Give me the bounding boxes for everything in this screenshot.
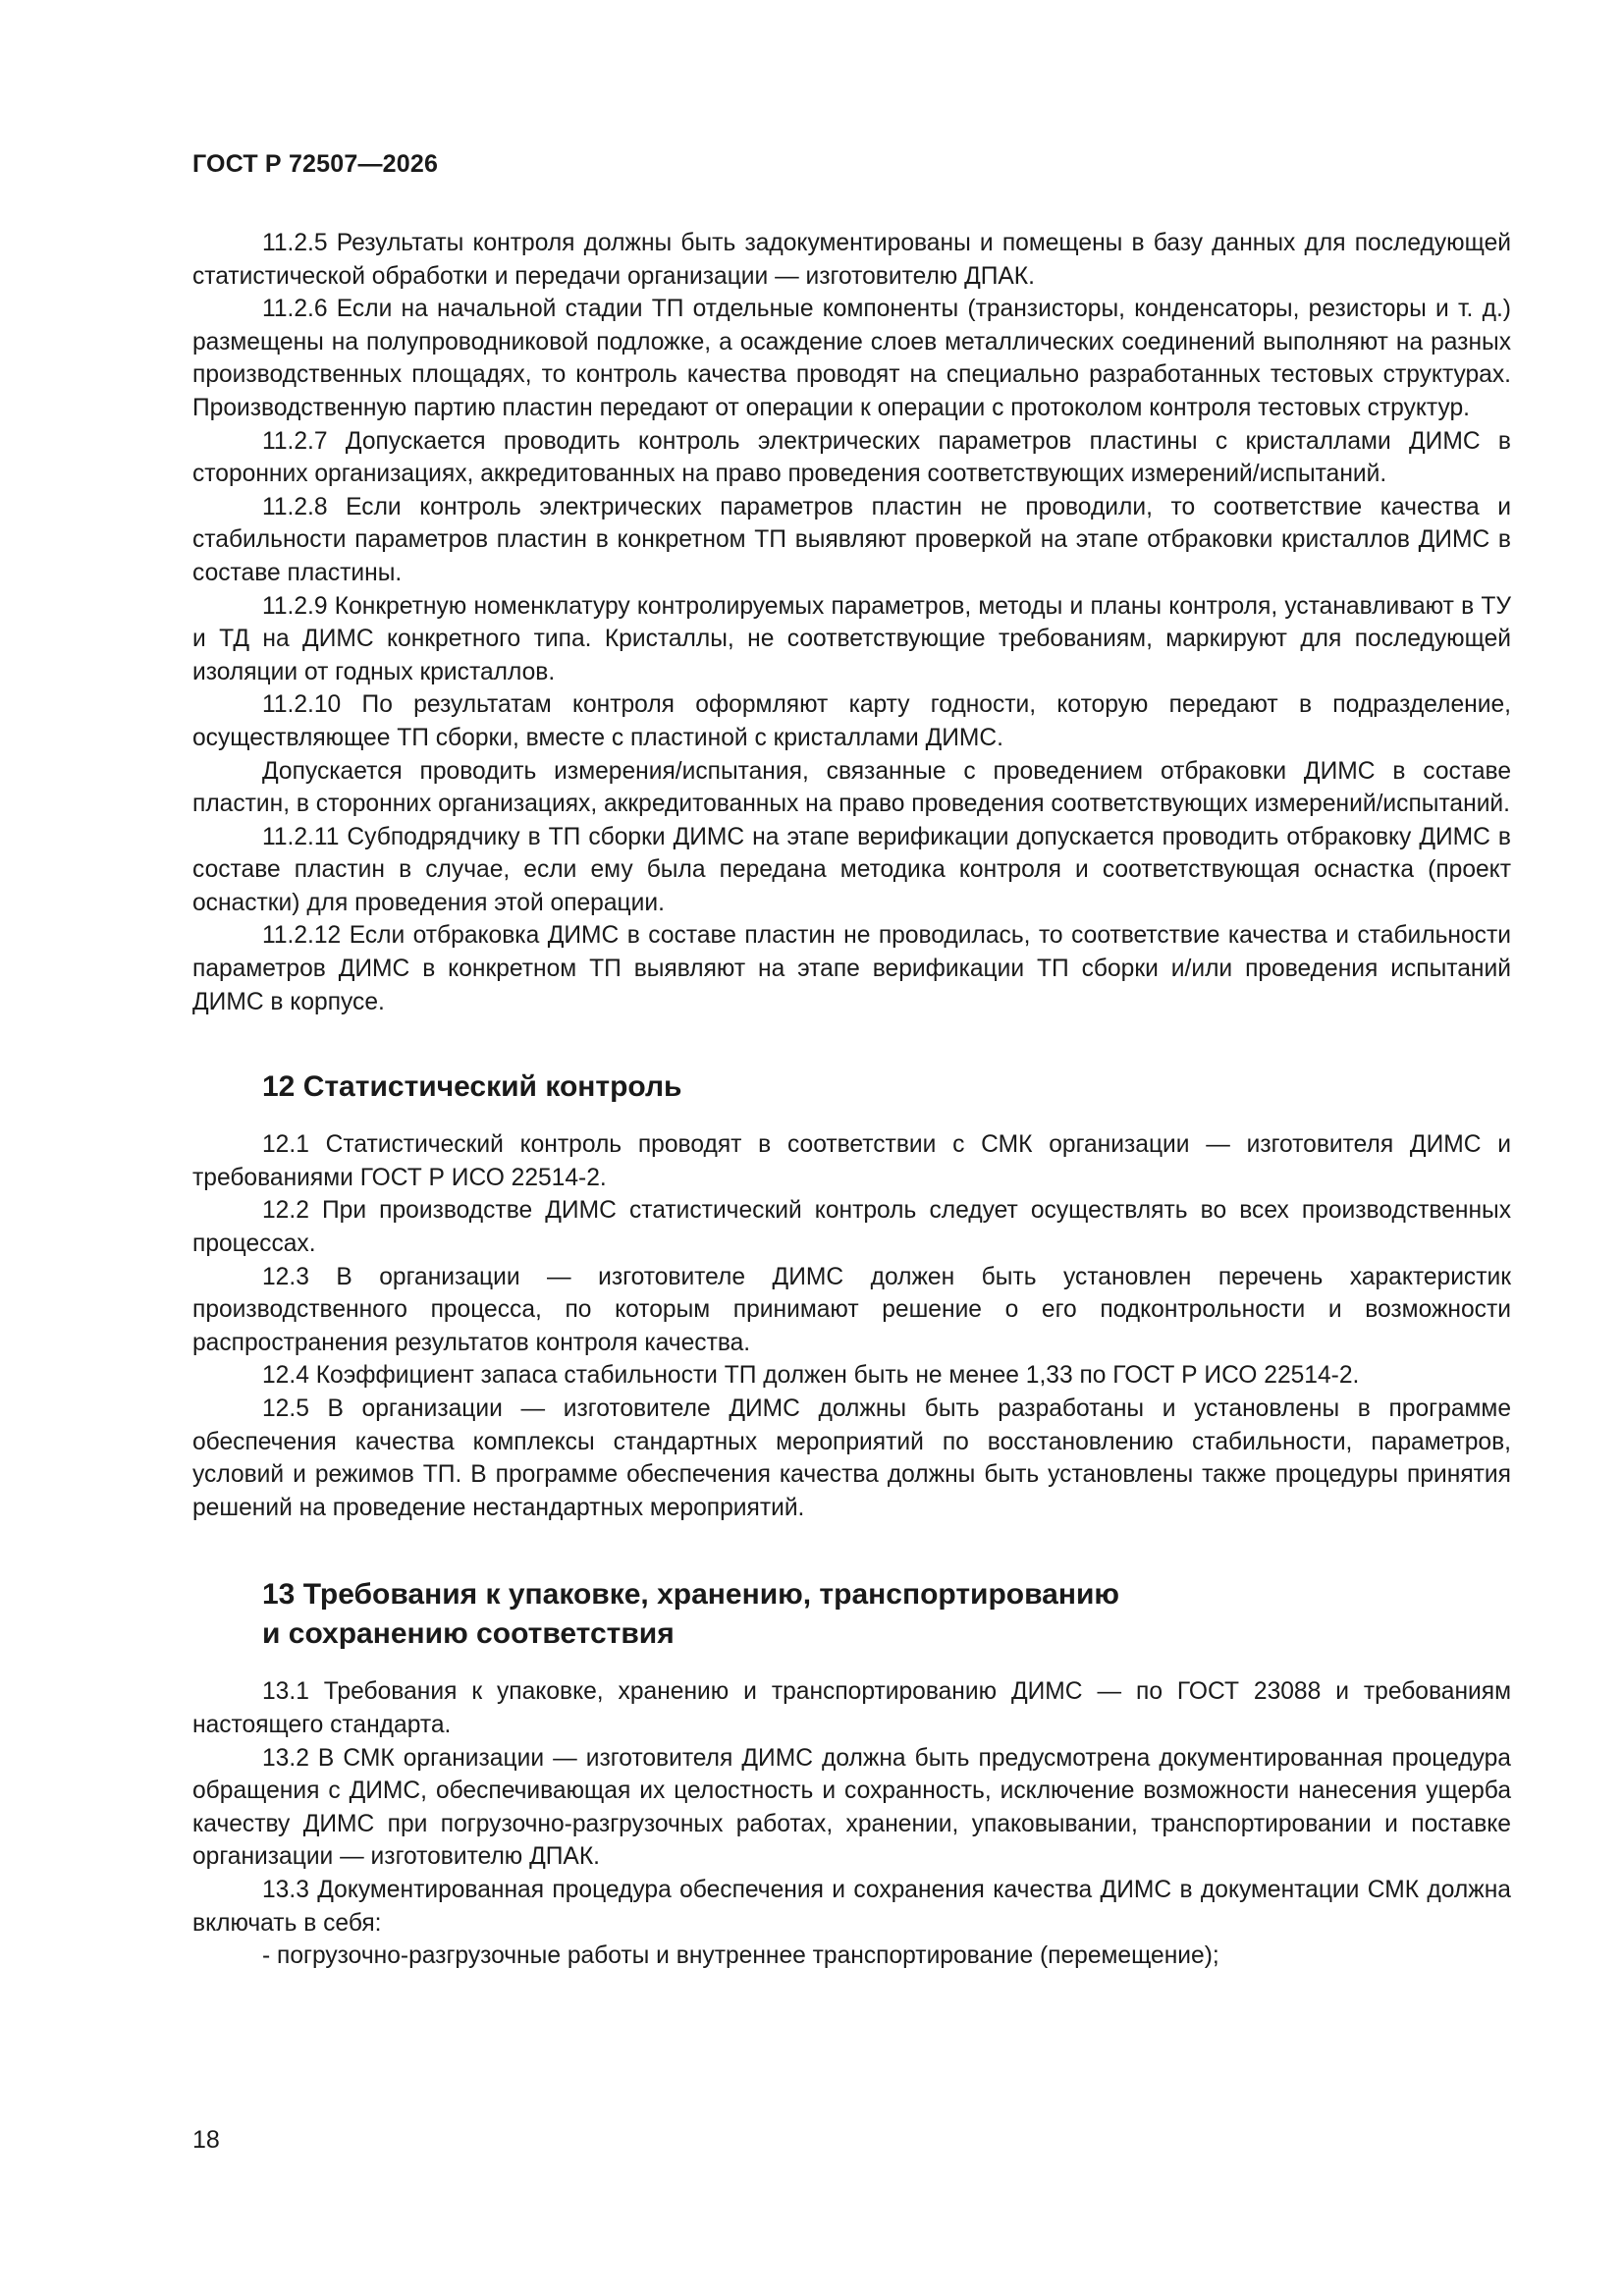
paragraph-11-2-9: 11.2.9 Конкретную номенклатуру контролируемых параметров, методы и планы контроля, устанавливают в ТУ и ТД на ДИМС конкретного типа. Кристаллы, не соответствующие требованиям, маркируют для последующей изоляции от годных кристаллов. <box>192 592 1511 685</box>
section-13-heading-line2: и сохранению соответствия <box>262 1617 675 1651</box>
document-body <box>192 227 1511 1973</box>
paragraph-11-2-7: 11.2.7 Допускается проводить контроль электрических параметров пластины с кристаллами ДИМС в сторонних организациях, аккредитованных на право проведения соответствующих измерений/испытаний. <box>192 427 1511 488</box>
paragraph-12-2: 12.2 При производстве ДИМС статистический контроль следует осуществлять во всех производственных процессах. <box>192 1197 1511 1258</box>
paragraph-11-2-10: 11.2.10 По результатам контроля оформляют карту годности, которую передают в подразделение, осуществляющее ТП сборки, вместе с пластиной с кристаллами ДИМС. <box>192 691 1511 751</box>
paragraph-12-3: 12.3 В организации — изготовителе ДИМС должен быть установлен перечень характеристик производственного процесса, по которым принимают решение о его подконтрольности и возможности распространения результатов контроля качества. <box>192 1263 1511 1356</box>
paragraph-11-2-10-continuation: Допускается проводить измерения/испытания, связанные с проведением отбраковки ДИМС в составе пластин, в сторонних организациях, аккредитованных на право проведения соответствующих измерений/испытаний. <box>192 757 1511 818</box>
section-12-heading: 12 Статистический контроль <box>262 1070 682 1104</box>
paragraph-11-2-5: 11.2.5 Результаты контроля должны быть задокументированы и помещены в базу данных для последующей статистической обработки и передачи организации — изготовителю ДПАК. <box>192 230 1511 290</box>
list-item: - погрузочно-разгрузочные работы и внутреннее транспортирование (перемещение); <box>262 1942 1219 1970</box>
section-13-heading <box>192 1575 1511 1654</box>
paragraph-11-2-12: 11.2.12 Если отбраковка ДИМС в составе пластин не проводилась, то соответствие качества и стабильности параметров ДИМС в конкретном ТП выявляют на этапе верификации ТП сборки и/или проведения испытаний ДИМС в корпусе. <box>192 922 1511 1015</box>
paragraph-11-2-11: 11.2.11 Субподрядчику в ТП сборки ДИМС на этапе верификации допускается проводить отбраковку ДИМС в составе пластин в случае, если ему была передана методика контроля и соответствующая оснастка (проект оснастки) для проведения этой операции. <box>192 823 1511 916</box>
paragraph-13-1: 13.1 Требования к упаковке, хранению и транспортированию ДИМС — по ГОСТ 23088 и требованиям настоящего стандарта. <box>192 1678 1511 1738</box>
paragraph-11-2-6: 11.2.6 Если на начальной стадии ТП отдельные компоненты (транзисторы, конденсаторы, резисторы и т. д.) размещены на полупроводниковой подложке, а осаждение слоев металлических соединений выполняют на разных производственных площадях, то контроль качества проводят на специально разработанных тестовых структурах. Производственную партию пластин передают от операции к операции с протоколом контроля тестовых структур. <box>192 296 1511 421</box>
paragraph-12-5: 12.5 В организации — изготовителе ДИМС должны быть разработаны и установлены в программе обеспечения качества комплексы стандартных мероприятий по восстановлению стабильности, параметров, условий и режимов ТП. В программе обеспечения качества должны быть установлены также процедуры принятия решений на проведение нестандартных мероприятий. <box>192 1395 1511 1521</box>
page-number: 18 <box>192 2126 220 2154</box>
paragraph-11-2-8: 11.2.8 Если контроль электрических параметров пластин не проводили, то соответствие качества и стабильности параметров пластин в конкретном ТП выявляют проверкой на этапе отбраковки кристаллов ДИМС в составе пластины. <box>192 493 1511 586</box>
document-header: ГОСТ Р 72507—2026 <box>192 150 439 178</box>
section-13-heading-line1: 13 Требования к упаковке, хранению, транспортированию <box>262 1578 1120 1612</box>
paragraph-13-3: 13.3 Документированная процедура обеспечения и сохранения качества ДИМС в документации СМК должна включать в себя: <box>192 1876 1511 1937</box>
paragraph-12-4: 12.4 Коэффициент запаса стабильности ТП должен быть не менее 1,33 по ГОСТ Р ИСО 22514-2. <box>262 1362 1360 1390</box>
paragraph-12-1: 12.1 Статистический контроль проводят в соответствии с СМК организации — изготовителя ДИМС и требованиями ГОСТ Р ИСО 22514-2. <box>192 1131 1511 1191</box>
paragraph-13-2: 13.2 В СМК организации — изготовителя ДИМС должна быть предусмотрена документированная процедура обращения с ДИМС, обеспечивающая их целостность и сохранность, исключение возможности нанесения ущерба качеству ДИМС при погрузочно-разгрузочных работах, хранении, упаковывании, транспортировании и поставке организации — изготовителю ДПАК. <box>192 1744 1511 1871</box>
